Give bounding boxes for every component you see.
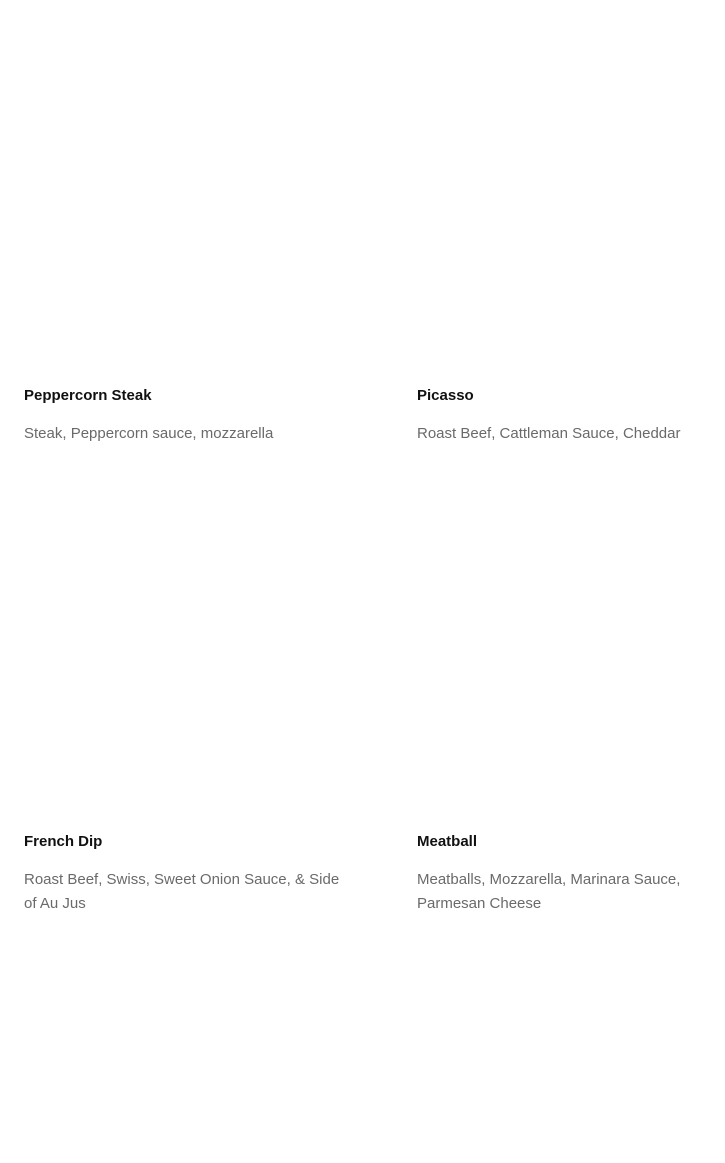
- menu-item-name: Picasso: [417, 387, 474, 404]
- menu-item-description: Roast Beef, Cattleman Sauce, Cheddar: [417, 425, 681, 442]
- menu-item-french-dip: [24, 830, 354, 916]
- menu-item-name: Meatball: [417, 833, 478, 850]
- menu-item-description: Meatballs, Mozzarella, Marinara Sauce, Parmesan Cheese: [417, 871, 681, 912]
- menu-item-picasso: [417, 384, 707, 446]
- menu-item-name: French Dip: [24, 833, 103, 850]
- menu-item-peppercorn-steak: [24, 384, 324, 446]
- menu-item-name: Peppercorn Steak: [24, 387, 152, 404]
- menu-item-description: Steak, Peppercorn sauce, mozzarella: [24, 425, 274, 442]
- menu-item-meatball: [417, 830, 707, 916]
- menu-item-description: Roast Beef, Swiss, Sweet Onion Sauce, & Side of Au Jus: [24, 871, 340, 912]
